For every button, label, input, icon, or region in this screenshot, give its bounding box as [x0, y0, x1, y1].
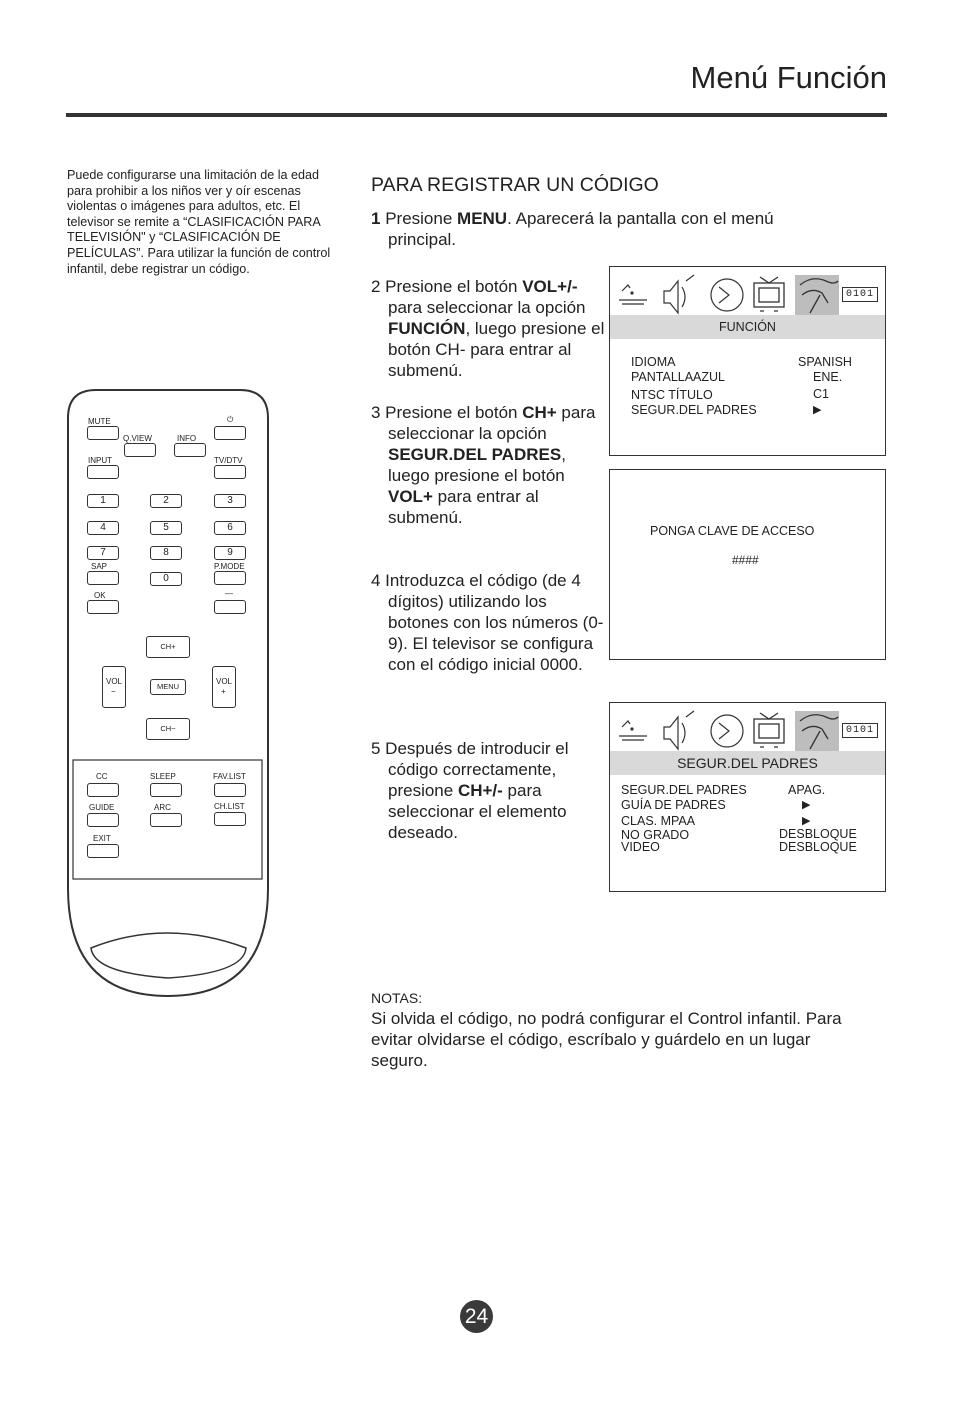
menu-row-label: VIDEO — [621, 840, 660, 854]
step-3-key-2: VOL+ — [388, 487, 433, 506]
notes-body: Si olvida el código, no podrá configurar el Control infantil. Para evitar olvidarse el código, escríbalo y guárdelo en un lugar seguro. — [371, 1009, 842, 1070]
header-rule — [66, 113, 887, 117]
step-3-key: CH+ — [522, 403, 557, 422]
digit-5-button[interactable]: 5 — [150, 521, 182, 535]
menu-button[interactable]: MENU — [150, 679, 186, 695]
sap-button[interactable] — [87, 571, 119, 585]
step-2-text-e: , luego presione el botón CH- para entrar al submenú. — [388, 319, 605, 380]
step-1-text-a: Presione — [385, 209, 458, 228]
tv-icon — [754, 277, 784, 311]
menu-row-value: ENE. — [813, 370, 843, 384]
sleep-label: SLEEP — [150, 772, 176, 781]
menu-row-value: DESBLOQUE — [779, 827, 857, 841]
section-heading: PARA REGISTRAR UN CÓDIGO — [371, 174, 659, 196]
selected-tab-highlight — [795, 711, 839, 751]
step-2-option: FUNCIÓN — [388, 319, 466, 338]
power-icon: ⏻ — [227, 415, 234, 424]
volume-down-label: VOL — [106, 677, 123, 686]
digit-0-button[interactable]: 0 — [150, 572, 182, 586]
step-4-text: 4 Introduzca el código (de 4 dígitos) utilizando los botones con los números (0-9). El televisor se configura con el código inicial 0000. — [371, 571, 604, 674]
step-1 — [371, 208, 841, 250]
password-mask: #### — [732, 553, 759, 567]
menu-row-value: APAG. — [788, 783, 826, 797]
password-prompt: PONGA CLAVE DE ACCESO — [650, 524, 815, 538]
selected-tab-highlight — [795, 275, 839, 315]
remote-control — [66, 388, 270, 1000]
digit-4-button[interactable]: 4 — [87, 521, 119, 535]
step-5-text-a: 5 Después de introducir el código correctamente, presione — [371, 739, 569, 800]
menu-screen-parental — [609, 702, 886, 892]
dash-label: — — [225, 589, 233, 598]
minus-label: − — [111, 687, 116, 696]
volume-down-button[interactable] — [102, 666, 126, 708]
favlist-button[interactable] — [214, 783, 246, 797]
picture-icon — [619, 721, 647, 740]
qview-button[interactable] — [124, 443, 156, 457]
step-3-option: SEGUR.DEL PADRES — [388, 445, 562, 464]
step-3-text-c: para seleccionar la opción — [388, 403, 596, 443]
menu-row-value: C1 — [813, 387, 829, 401]
qview-label: Q.VIEW — [123, 434, 152, 443]
step-3-text-a: 3 Presione el botón — [371, 403, 523, 422]
arc-button[interactable] — [150, 813, 182, 827]
step-3-text-g: para entrar al submenú. — [388, 487, 539, 527]
menu-band-title: FUNCIÓN — [610, 315, 885, 339]
tv-icon — [754, 713, 784, 747]
step-4 — [371, 570, 609, 675]
step-2-key: VOL+/- — [522, 277, 578, 296]
arrow-right-icon: ▶ — [802, 815, 811, 827]
menu-row-value: DESBLOQUE — [779, 840, 857, 854]
input-label: INPUT — [88, 456, 112, 465]
digit-1-button[interactable]: 1 — [87, 494, 119, 508]
menu-row-label: PANTALLAAZUL — [631, 370, 726, 384]
step-3 — [371, 402, 611, 528]
menu-row-label: CLAS. MPAA — [621, 814, 696, 828]
channel-down-button[interactable]: CH− — [146, 718, 190, 740]
digit-2-button[interactable]: 2 — [150, 494, 182, 508]
guide-button[interactable] — [87, 813, 119, 827]
input-button[interactable] — [87, 465, 119, 479]
step-3-text-e: , luego presione el botón — [388, 445, 566, 485]
info-button[interactable] — [174, 443, 206, 457]
notes-title: NOTAS: — [371, 990, 423, 1006]
digit-6-button[interactable]: 6 — [214, 521, 246, 535]
ok-button[interactable] — [87, 600, 119, 614]
digit-7-button[interactable]: 7 — [87, 546, 119, 560]
step-5-text-c: para seleccionar el elemento deseado. — [388, 781, 567, 842]
info-label: INFO — [177, 434, 197, 443]
step-5 — [371, 738, 601, 843]
sap-label: SAP — [91, 562, 108, 571]
plus-label: + — [221, 687, 226, 696]
menu-band-title: SEGUR.DEL PADRES — [610, 751, 885, 775]
step-2 — [371, 276, 611, 381]
clock-icon — [711, 715, 743, 747]
chlist-label: CH.LIST — [214, 802, 245, 811]
digit-3-button[interactable]: 3 — [214, 494, 246, 508]
menu-row-label: NTSC TÍTULO — [631, 388, 713, 402]
ok-label: OK — [94, 591, 106, 600]
menu-row-label: GUÍA DE PADRES — [621, 798, 726, 812]
cc-button[interactable] — [87, 783, 119, 797]
cc-label: CC — [96, 772, 108, 781]
page-number: 24 — [460, 1300, 493, 1333]
menu-row-label: NO GRADO — [621, 828, 690, 842]
volume-up-label: VOL — [216, 677, 233, 686]
sound-icon — [664, 275, 694, 313]
digit-9-button[interactable]: 9 — [214, 546, 246, 560]
sound-icon — [664, 711, 694, 749]
step-2-text-c: para seleccionar la opción — [388, 298, 586, 317]
sleep-button[interactable] — [150, 783, 182, 797]
mute-label: MUTE — [88, 417, 111, 426]
menu-row-label: SEGUR.DEL PADRES — [631, 403, 757, 417]
intro-paragraph: Puede configurarse una limitación de la edad para prohibir a los niños ver y oír escenas violentas o imágenes para adultos, etc. El televisor se remite a “CLASIFICACIÓN PARA TELEVISIÓN" y “CLASIFICACIÓN DE PELÍCULAS”. Para utilizar la función de control infantil, debe registrar un código. — [67, 168, 331, 276]
picture-icon — [619, 285, 647, 304]
favlist-label: FAV.LIST — [213, 772, 246, 781]
guide-label: GUIDE — [89, 803, 115, 812]
page-title: Menú Función — [690, 60, 887, 95]
mute-button[interactable] — [87, 426, 119, 440]
arrow-right-icon: ▶ — [802, 799, 811, 811]
pmode-label: P.MODE — [214, 562, 245, 571]
step-1-number: 1 — [371, 209, 381, 228]
dash-button[interactable] — [214, 600, 246, 614]
channel-code: 0101 — [842, 287, 878, 302]
step-1-text-c: . Aparecerá la pantalla con el menú principal. — [388, 209, 774, 249]
arrow-right-icon: ▶ — [813, 404, 822, 416]
tvdtv-button[interactable] — [214, 465, 246, 479]
exit-label: EXIT — [93, 834, 111, 843]
menu-row-value: SPANISH — [798, 355, 852, 369]
pmode-button[interactable] — [214, 571, 246, 585]
menu-row-label: IDIOMA — [631, 355, 676, 369]
channel-code: 0101 — [842, 723, 878, 738]
clock-icon — [711, 279, 743, 311]
step-2-text-a: 2 Presione el botón — [371, 277, 523, 296]
tvdtv-label: TV/DTV — [214, 456, 243, 465]
step-1-key: MENU — [457, 209, 508, 228]
password-screen — [609, 469, 886, 660]
digit-8-button[interactable]: 8 — [150, 546, 182, 560]
power-button[interactable] — [214, 426, 246, 440]
chlist-button[interactable] — [214, 812, 246, 826]
arc-label: ARC — [154, 803, 171, 812]
volume-up-button[interactable] — [212, 666, 236, 708]
menu-screen-funcion — [609, 266, 886, 456]
exit-button[interactable] — [87, 844, 119, 858]
menu-row-label: SEGUR.DEL PADRES — [621, 783, 747, 797]
channel-up-button[interactable]: CH+ — [146, 636, 190, 658]
step-5-key: CH+/- — [457, 781, 503, 800]
